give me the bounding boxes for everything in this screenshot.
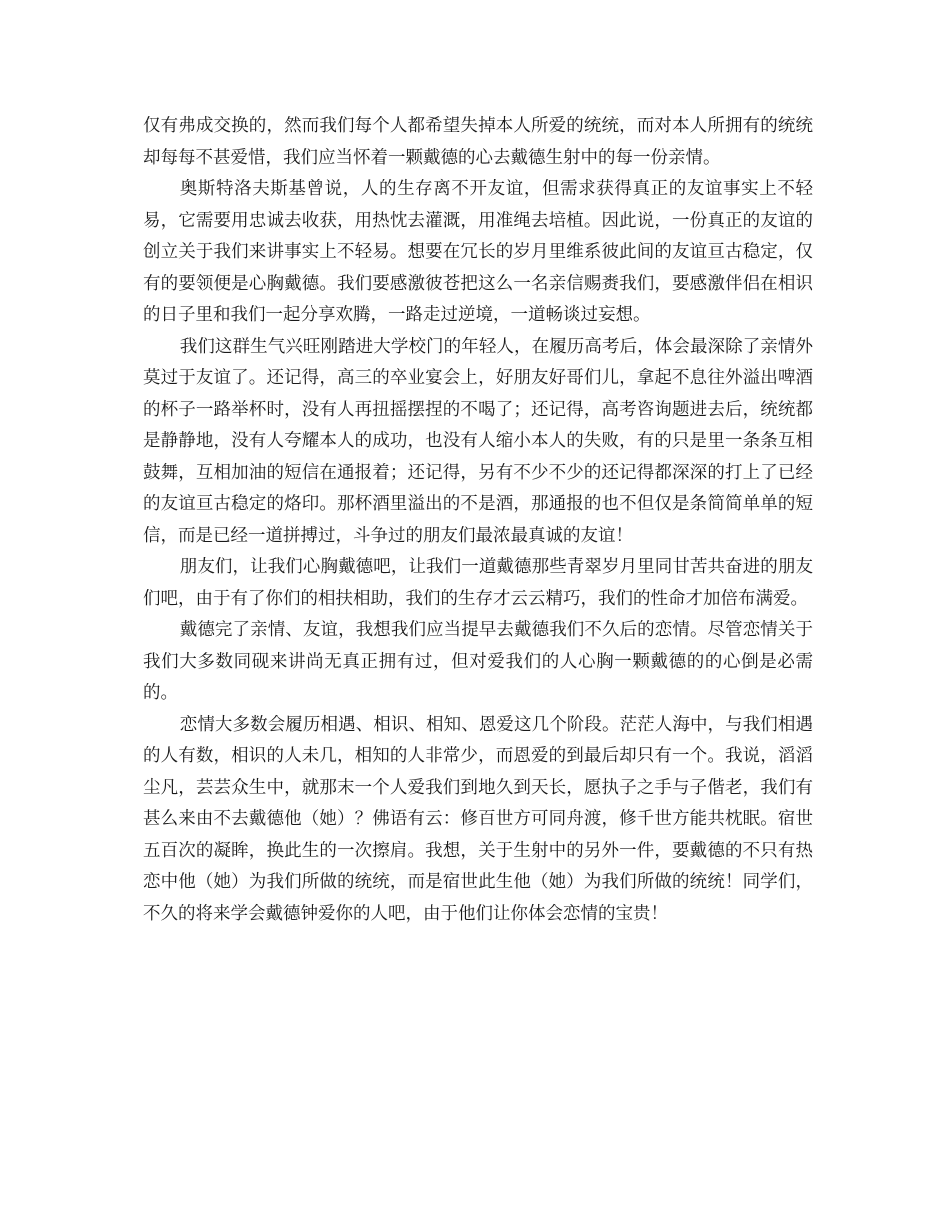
paragraph-6: 恋情大多数会履历相遇、相识、相知、恩爱这几个阶段。茫茫人海中，与我们相遇的人有数，相识的人未几，相知的人非常少，而恩爱的到最后却只有一个。我说，滔滔尘凡，芸芸众生中，就那末一个人爱我们到地久到天长，愿执子之手与子偕老，我们有甚么来由不去戴德他（她）？佛语有云：修百世方可同舟渡，修千世方能共枕眠。宿世五百次的凝眸，换此生的一次擦肩。我想，关于生射中的另外一件，要戴德的不只有热恋中他（她）为我们所做的统统，而是宿世此生他（她）为我们所做的统统！同学们，不久的将来学会戴德钟爱你的人吧，由于他们让你体会恋情的宝贵！ <box>143 714 813 924</box>
paragraph-4: 朋友们，让我们心胸戴德吧，让我们一道戴德那些青翠岁月里同甘苦共奋进的朋友们吧，由于有了你们的相扶相助，我们的生存才云云精巧，我们的性命才加倍布满爱。 <box>143 557 813 609</box>
paragraph-1: 仅有弗成交换的，然而我们每个人都希望失掉本人所爱的统统，而对本人所拥有的统统却每每不甚爱惜，我们应当怀着一颗戴德的心去戴德生射中的每一份亲情。 <box>143 116 813 168</box>
paragraph-3: 我们这群生气兴旺刚踏进大学校门的年轻人，在履历高考后，体会最深除了亲情外莫过于友谊了。还记得，高三的卒业宴会上，好朋友好哥们儿，拿起不息往外溢出啤酒的杯子一路举杯时，没有人再扭摇摆捏的不喝了；还记得，高考咨询题进去后，统统都是静静地，没有人夸耀本人的成功，也没有人缩小本人的失败，有的只是里一条条互相鼓舞，互相加油的短信在通报着；还记得，另有不少不少的还记得都深深的打上了已经的友谊亘古稳定的烙印。那杯酒里溢出的不是酒，那通报的也不但仅是条简简单单的短信，而是已经一道拼搏过，斗争过的朋友们最浓最真诚的友谊！ <box>143 336 813 546</box>
paragraph-2: 奥斯特洛夫斯基曾说，人的生存离不开友谊，但需求获得真正的友谊事实上不轻易，它需要用忠诚去收获，用热忱去灌溉，用准绳去培植。因此说，一份真正的友谊的创立关于我们来讲事实上不轻易。想要在冗长的岁月里维系彼此间的友谊亘古稳定，仅有的要领便是心胸戴德。我们要感激彼苍把这么一名亲信赐赉我们，要感激伴侣在相识的日子里和我们一起分享欢腾，一路走过逆境，一道畅谈过妄想。 <box>143 179 813 325</box>
document-body <box>143 111 813 930</box>
paragraph-5: 戴德完了亲情、友谊，我想我们应当提早去戴德我们不久后的恋情。尽管恋情关于我们大多数同砚来讲尚无真正拥有过，但对爱我们的人心胸一颗戴德的的心倒是必需的。 <box>143 620 813 703</box>
